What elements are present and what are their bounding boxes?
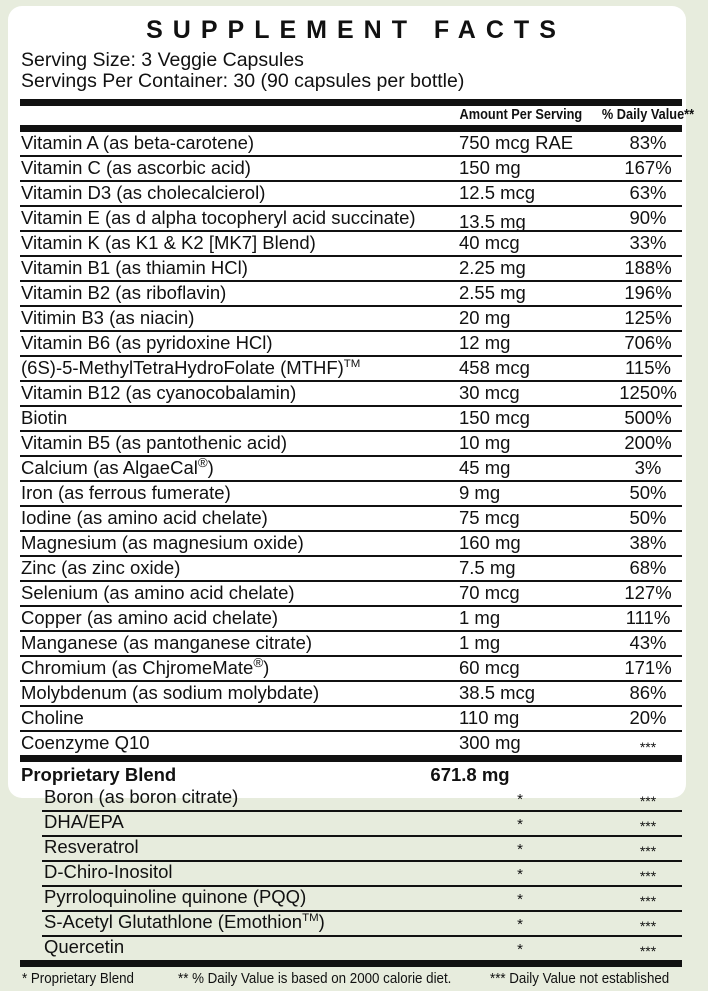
nutrient-daily-value: 167% [624, 157, 672, 178]
table-row [42, 787, 682, 812]
serving-size: Serving Size: 3 Veggie Capsules [21, 49, 304, 71]
table-row [20, 157, 682, 182]
nutrient-name: Choline [21, 707, 84, 728]
divider-thick-blend-top [20, 755, 682, 762]
nutrient-name: Selenium (as amino acid chelate) [21, 582, 295, 603]
page-title: SUPPLEMENT FACTS [146, 16, 566, 44]
nutrient-name: Vitamin B6 (as pyridoxine HCl) [21, 332, 273, 353]
nutrient-name: Chromium (as ChjromeMate®) [21, 654, 270, 678]
proprietary-blend-header [20, 762, 682, 787]
nutrient-daily-value: 90% [629, 207, 667, 228]
nutrient-amount: 160 mg [459, 532, 521, 553]
blend-ingredient-amount: * [517, 816, 523, 833]
nutrient-name: Iodine (as amino acid chelate) [21, 507, 268, 528]
table-row [20, 407, 682, 432]
table-row [42, 812, 682, 837]
table-row [20, 332, 682, 357]
blend-ingredient-name: Quercetin [44, 936, 125, 957]
column-headers [20, 106, 695, 125]
table-row [20, 454, 682, 482]
nutrient-daily-value: 111% [625, 607, 671, 628]
blend-ingredient-name: DHA/EPA [44, 811, 124, 832]
blend-ingredient-amount: * [517, 916, 523, 933]
blend-ingredient-name: Pyrroloquinoline quinone (PQQ) [44, 886, 307, 907]
nutrient-daily-value: 200% [624, 432, 672, 453]
divider-thick-bottom [20, 960, 682, 967]
table-row [42, 887, 682, 912]
blend-ingredient-daily-value: *** [639, 918, 657, 934]
table-row [20, 382, 682, 407]
blend-ingredient-amount: * [517, 841, 523, 858]
nutrient-name: Vitamin E (as d alpha tocopheryl acid succinate) [21, 207, 416, 228]
table-row [42, 837, 682, 862]
nutrient-name: Vitamin B1 (as thiamin HCl) [21, 257, 248, 278]
table-row [20, 232, 682, 257]
daily-value-header: % Daily Value** [601, 107, 695, 123]
nutrient-amount: 10 mg [459, 432, 511, 453]
nutrient-amount: 12.5 mcg [459, 182, 536, 203]
table-row [20, 307, 682, 332]
nutrient-amount: 458 mcg [459, 357, 530, 378]
table-row [42, 937, 682, 960]
nutrient-name: Vitamin C (as ascorbic acid) [21, 157, 251, 178]
nutrient-name: Vitamin A (as beta-carotene) [21, 132, 255, 153]
table-row [20, 482, 682, 507]
table-row [20, 282, 682, 307]
nutrient-daily-value: 500% [624, 407, 672, 428]
blend-ingredient-name: Boron (as boron citrate) [44, 786, 239, 807]
table-row [20, 432, 682, 457]
nutrient-daily-value: 3% [634, 457, 662, 478]
nutrient-name: Vitimin B3 (as niacin) [21, 307, 195, 328]
proprietary-blend-table [20, 787, 682, 960]
blend-ingredient-amount: * [517, 791, 523, 808]
nutrient-amount: 12 mg [459, 332, 511, 353]
amount-per-serving-header: Amount Per Serving [459, 107, 583, 123]
nutrient-amount: 1 mg [459, 607, 501, 628]
footnote-proprietary-blend: * Proprietary Blend [22, 971, 134, 987]
table-row [20, 207, 682, 232]
nutrient-name: Vitamin D3 (as cholecalcierol) [21, 182, 266, 203]
nutrient-daily-value: 33% [629, 232, 667, 253]
blend-ingredient-amount: * [517, 866, 523, 883]
nutrient-name: (6S)-5-MethylTetraHydroFolate (MTHF)™ [21, 357, 361, 378]
nutrient-name: Vitamin B5 (as pantothenic acid) [21, 432, 288, 453]
nutrient-amount: 1 mg [459, 632, 501, 653]
nutrient-amount: 75 mcg [459, 507, 520, 528]
table-row [20, 682, 682, 707]
nutrient-name: Magnesium (as magnesium oxide) [21, 532, 304, 553]
nutrient-name: Calcium (as AlgaeCal®) [21, 454, 214, 478]
nutrient-amount: 13.5 mg [459, 211, 526, 232]
nutrient-daily-value: 50% [629, 482, 667, 503]
table-row [20, 507, 682, 532]
table-row [20, 182, 682, 207]
nutrient-amount: 300 mg [459, 732, 521, 753]
nutrient-daily-value: 125% [624, 307, 672, 328]
servings-per-container: Servings Per Container: 30 (90 capsules per bottle) [21, 70, 465, 92]
table-row [20, 707, 682, 732]
table-row [20, 732, 682, 755]
table-row [20, 607, 682, 632]
table-row [20, 132, 682, 157]
nutrient-daily-value: 63% [629, 182, 667, 203]
nutrient-name: Manganese (as manganese citrate) [21, 632, 313, 653]
blend-ingredient-amount: * [517, 941, 523, 958]
nutrient-daily-value: *** [639, 739, 657, 755]
nutrient-daily-value: 115% [625, 357, 671, 378]
nutrient-name: Molybdenum (as sodium molybdate) [21, 682, 320, 703]
blend-ingredient-daily-value: *** [639, 818, 657, 834]
nutrient-amount: 2.25 mg [459, 257, 526, 278]
nutrient-daily-value: 83% [629, 132, 667, 153]
nutrient-name: Vitamin B12 (as cyanocobalamin) [21, 382, 297, 403]
nutrient-daily-value: 86% [629, 682, 667, 703]
nutrient-amount: 150 mcg [459, 407, 530, 428]
blend-ingredient-daily-value: *** [639, 843, 657, 859]
footnote-daily-value-basis: ** % Daily Value is based on 2000 calorie diet. [178, 971, 452, 987]
blend-ingredient-name: D-Chiro-Inositol [44, 861, 173, 882]
blend-ingredient-daily-value: *** [639, 793, 657, 809]
nutrient-amount: 9 mg [459, 482, 501, 503]
nutrient-daily-value: 1250% [619, 382, 677, 403]
nutrient-name: Iron (as ferrous fumerate) [21, 482, 231, 503]
nutrient-daily-value: 196% [624, 282, 672, 303]
footnotes [20, 971, 682, 991]
proprietary-blend-label: Proprietary Blend [21, 764, 177, 785]
blend-ingredient-daily-value: *** [639, 943, 657, 959]
blend-ingredient-daily-value: *** [639, 868, 657, 884]
nutrient-daily-value: 127% [624, 582, 672, 603]
blend-ingredient-daily-value: *** [639, 893, 657, 909]
nutrient-name: Biotin [21, 407, 68, 428]
proprietary-blend-amount: 671.8 mg [430, 764, 510, 785]
footnote-dv-not-established: *** Daily Value not established [490, 971, 670, 987]
nutrient-amount: 20 mg [459, 307, 511, 328]
nutrient-daily-value: 68% [629, 557, 667, 578]
nutrient-daily-value: 171% [624, 657, 672, 678]
nutrient-name: Zinc (as zinc oxide) [21, 557, 181, 578]
nutrient-daily-value: 706% [624, 332, 672, 353]
table-row [20, 582, 682, 607]
table-row [20, 557, 682, 582]
table-row [20, 257, 682, 282]
nutrient-name: Vitamin K (as K1 & K2 [MK7] Blend) [21, 232, 316, 253]
nutrient-amount: 70 mcg [459, 582, 520, 603]
nutrient-amount: 7.5 mg [459, 557, 516, 578]
nutrient-amount: 2.55 mg [459, 282, 526, 303]
table-row [20, 654, 682, 682]
nutrient-amount: 38.5 mcg [459, 682, 536, 703]
serving-info [21, 50, 682, 92]
nutrient-amount: 40 mcg [459, 232, 520, 253]
nutrient-name: Copper (as amino acid chelate) [21, 607, 279, 628]
nutrient-table [20, 132, 682, 755]
nutrient-amount: 750 mcg RAE [459, 132, 574, 153]
nutrient-daily-value: 50% [629, 507, 667, 528]
divider-thick-header [20, 125, 682, 132]
divider-thick-top [20, 99, 682, 106]
table-row [20, 632, 682, 657]
nutrient-amount: 30 mcg [459, 382, 520, 403]
blend-ingredient-name: Resveratrol [44, 836, 139, 857]
nutrient-amount: 150 mg [459, 157, 521, 178]
nutrient-amount: 110 mg [459, 707, 520, 728]
table-row [20, 357, 682, 382]
nutrient-daily-value: 43% [629, 632, 667, 653]
blend-ingredient-name: S-Acetyl Glutathlone (Emothion™) [44, 911, 325, 932]
table-row [20, 532, 682, 557]
nutrient-daily-value: 38% [629, 532, 667, 553]
table-row [42, 862, 682, 887]
table-row [42, 912, 682, 937]
nutrient-amount: 45 mg [459, 457, 511, 478]
nutrient-name: Vitamin B2 (as riboflavin) [21, 282, 227, 303]
nutrient-daily-value: 20% [629, 707, 667, 728]
nutrient-name: Coenzyme Q10 [21, 732, 150, 753]
nutrient-amount: 60 mcg [459, 657, 520, 678]
nutrient-daily-value: 188% [624, 257, 672, 278]
blend-ingredient-amount: * [517, 891, 523, 908]
supplement-facts-panel [8, 6, 695, 987]
